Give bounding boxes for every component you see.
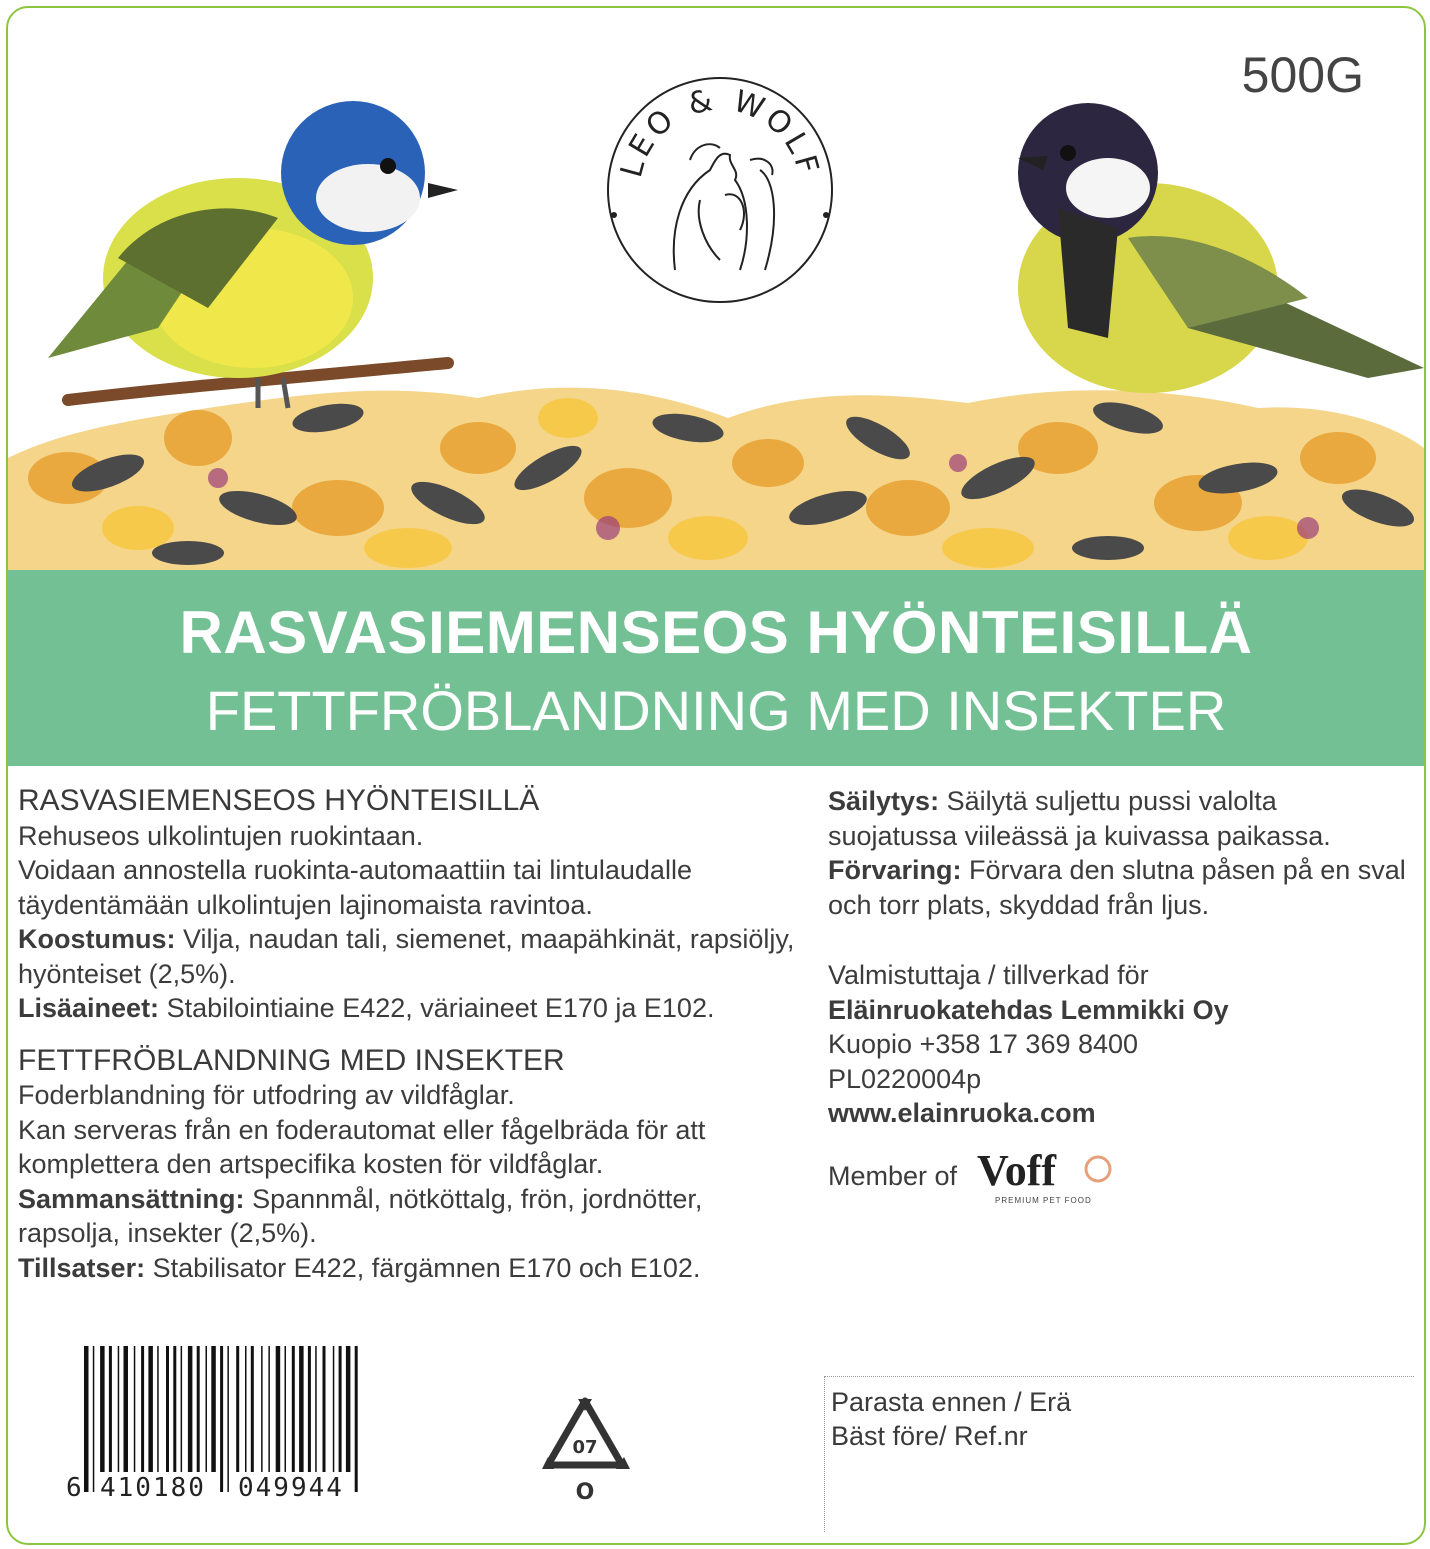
storage-sv — [828, 853, 1408, 922]
barcode-bar — [84, 1346, 89, 1492]
swedish-additives-label: Tillsatser: — [18, 1252, 146, 1283]
description-column — [18, 784, 808, 1285]
finnish-composition-text: Vilja, naudan tali, siemenet, maapähkinät, rapsiöljy, hyönteiset (2,5%). — [18, 924, 795, 989]
best-before-fi: Parasta ennen / Erä — [831, 1387, 1072, 1417]
manufacturer-name: Eläinruokatehdas Lemmikki Oy — [828, 994, 1229, 1025]
swedish-additives — [18, 1251, 808, 1286]
recycling-icon — [540, 1395, 630, 1505]
swedish-line-1: Foderblandning för utfodring av vildfåglar. — [18, 1080, 515, 1110]
best-before-sv: Bäst före/ Ref.nr — [831, 1421, 1028, 1451]
voff-logo — [975, 1145, 1125, 1209]
barcode-bar — [245, 1346, 247, 1472]
barcode-bar — [285, 1346, 287, 1472]
barcode-bar — [355, 1346, 358, 1492]
barcode-bar — [211, 1346, 216, 1472]
barcode-bar — [292, 1346, 295, 1472]
barcode-bar — [173, 1346, 176, 1472]
barcode-bar — [181, 1346, 183, 1472]
swedish-line-2: Kan serveras från en foderautomat eller fågelbräda för att komplettera den artspecifika kosten för vildfåglar. — [18, 1114, 706, 1179]
storage-fi-label: Säilytys: — [828, 786, 940, 816]
barcode-bar — [220, 1346, 223, 1492]
barcode-bar — [308, 1346, 311, 1472]
storage-sv-text: Förvara den slutna påsen på en sval och torr plats, skyddad från ljus. — [828, 855, 1406, 920]
net-weight: 500G — [1241, 47, 1364, 103]
swedish-composition-text: Spannmål, nötköttalg, frön, jordnötter, rapsolja, insekter (2,5%). — [18, 1183, 703, 1248]
product-title-sv: FETTFRÖBLANDNING MED INSEKTER — [205, 679, 1227, 742]
finnish-additives-label: Lisäaineet: — [18, 993, 160, 1023]
barcode-bar — [157, 1346, 159, 1472]
barcode-bar — [206, 1346, 208, 1472]
storage-fi-text: Säilytä suljettu pussi valolta suojatussa viileässä ja kuivassa paikassa. — [828, 786, 1331, 851]
barcode-bar — [93, 1346, 95, 1492]
barcode-bar — [118, 1346, 120, 1472]
barcode-bar — [346, 1346, 351, 1472]
finnish-composition-label: Koostumus: — [18, 924, 176, 954]
barcode-bar — [315, 1346, 317, 1472]
barcode-digits-left: 410180 — [100, 1473, 206, 1500]
leo-wolf-logo — [600, 70, 840, 310]
barcode-bar — [141, 1346, 144, 1472]
logo-brand-text: LEO & WOLF — [614, 82, 826, 182]
ean-barcode — [60, 1340, 390, 1500]
barcode-bar — [276, 1346, 281, 1472]
great-tit-illustration — [1018, 103, 1424, 393]
finnish-heading: RASVASIEMENSEOS HYÖNTEISILLÄ — [18, 784, 540, 817]
spacer — [18, 1026, 808, 1044]
member-of-label: Member of — [828, 1161, 958, 1192]
best-before-box — [824, 1376, 1414, 1532]
barcode-bar — [188, 1346, 193, 1472]
manufacturer-code: PL0220004p — [828, 1063, 982, 1094]
barcode-bar — [236, 1346, 239, 1472]
barcode-bar — [109, 1346, 112, 1472]
barcode-bar — [251, 1346, 254, 1472]
finnish-composition — [18, 922, 808, 991]
recycling-code: 07 — [572, 1437, 598, 1458]
manufacturer-intro: Valmistuttaja / tillverkad för — [828, 960, 1149, 990]
recycling-letter: O — [575, 1480, 595, 1505]
barcode-bar — [299, 1346, 304, 1472]
barcode-digits-right: 049944 — [238, 1473, 344, 1500]
seed-pile — [8, 388, 1424, 570]
swedish-additives-text: Stabilisator E422, färgämnen E170 och E102. — [152, 1252, 701, 1283]
finnish-line-2: Voidaan annostella ruokinta-automaattiin tai lintulaudalle täydentämään ulkolintujen lajinomaista ravintoa. — [18, 855, 692, 920]
swedish-heading: FETTFRÖBLANDNING MED INSEKTER — [18, 1043, 565, 1077]
manufacturer-contact: Kuopio +358 17 369 8400 — [828, 1029, 1139, 1059]
barcode-bar — [261, 1346, 263, 1472]
title-band — [8, 570, 1424, 766]
storage-fi — [828, 784, 1408, 853]
barcode-bar — [124, 1346, 129, 1472]
swedish-composition — [18, 1182, 808, 1251]
finnish-additives-text: Stabilointiaine E422, väriaineet E170 ja E102. — [166, 993, 715, 1023]
storage-sv-label: Förvaring: — [828, 855, 962, 885]
barcode-bar — [100, 1346, 105, 1472]
finnish-additives — [18, 991, 808, 1026]
voff-logo-subtitle: PREMIUM PET FOOD — [995, 1195, 1092, 1205]
barcode-bar — [227, 1346, 229, 1492]
barcode-bar — [323, 1346, 326, 1472]
member-of — [828, 1145, 1408, 1209]
barcode-digit-first: 6 — [66, 1473, 82, 1500]
barcode-bar — [333, 1346, 335, 1472]
storage-manufacturer-column — [828, 784, 1408, 1209]
barcode-bar — [197, 1346, 200, 1472]
spacer — [828, 922, 1408, 958]
barcode-bar — [166, 1346, 169, 1472]
barcode-bar — [268, 1346, 270, 1472]
label-frame — [6, 6, 1426, 1545]
barcode-bar — [148, 1346, 153, 1472]
barcode-bar — [134, 1346, 136, 1472]
manufacturer-website: www.elainruoka.com — [828, 1098, 1096, 1128]
barcode-bars — [84, 1346, 358, 1492]
finnish-line-1: Rehuseos ulkolintujen ruokintaan. — [18, 820, 424, 851]
barcode-bar — [339, 1346, 342, 1472]
voff-logo-text: Voff — [977, 1145, 1057, 1195]
product-title-fi: RASVASIEMENSEOS HYÖNTEISILLÄ — [179, 599, 1253, 666]
swedish-composition-label: Sammansättning: — [18, 1183, 245, 1214]
